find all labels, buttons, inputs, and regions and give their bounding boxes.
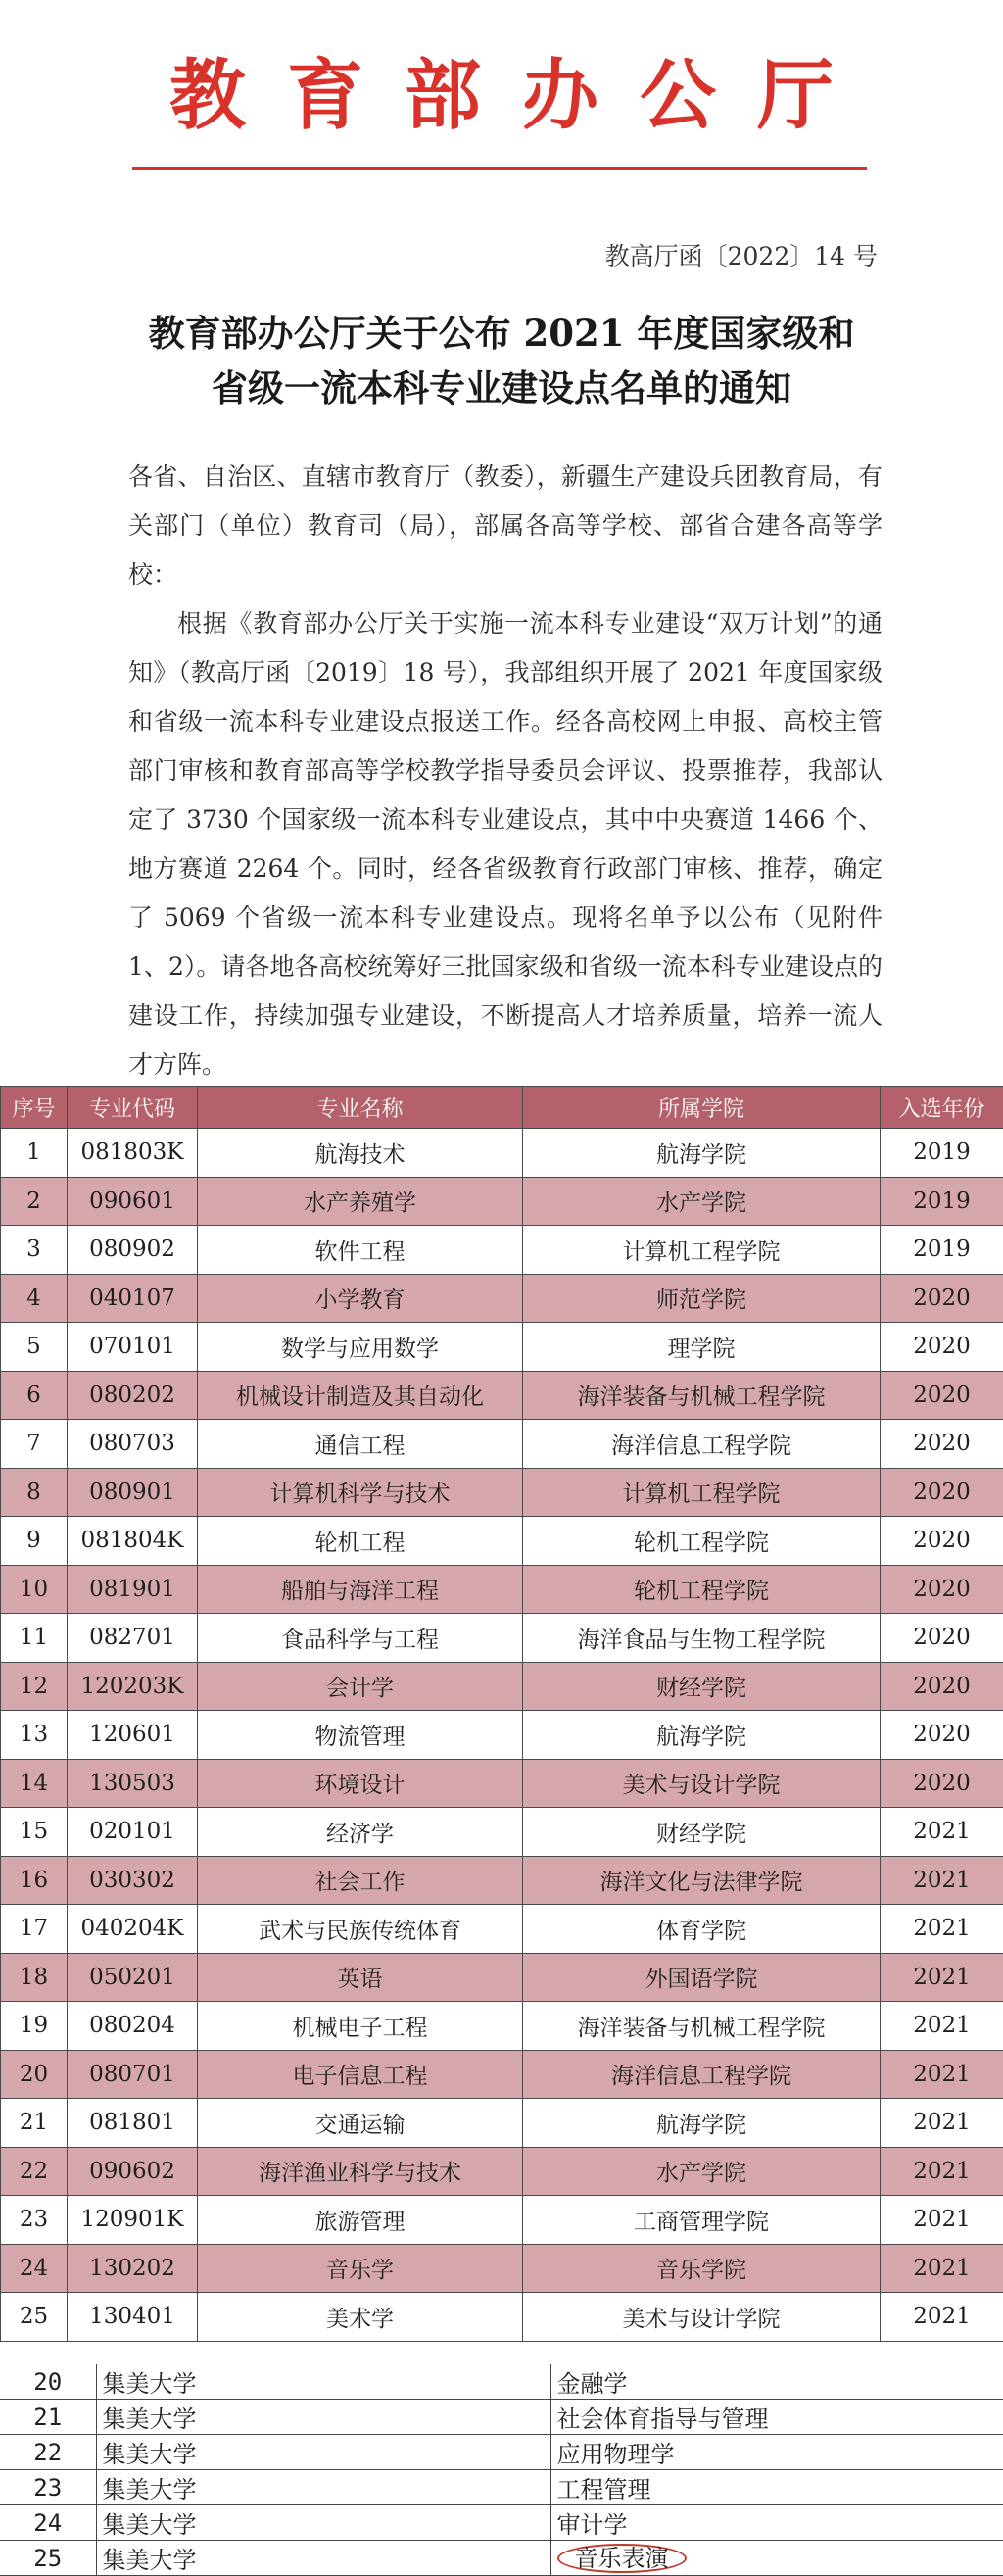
cell-code: 090602: [68, 2147, 198, 2196]
appendix-row: [0, 2470, 1003, 2505]
cell-year: 2021: [881, 1856, 1003, 1905]
cell-index: 12: [1, 1662, 68, 1711]
cell-index: 25: [1, 2293, 68, 2342]
major-list-table: [0, 1086, 1003, 2342]
cell-major: 音乐学: [198, 2244, 523, 2293]
table-row: [1, 1177, 1003, 1226]
appendix-major: 审计学: [550, 2505, 1003, 2541]
cell-college: 海洋装备与机械工程学院: [523, 2002, 881, 2051]
cell-code: 090601: [68, 1177, 198, 1226]
table-row: [1, 1468, 1003, 1517]
cell-year: 2020: [881, 1565, 1003, 1614]
cell-year: 2020: [881, 1274, 1003, 1323]
title-line-2: 省级一流本科专业建设点名单的通知: [0, 361, 1003, 415]
cell-major: 旅游管理: [198, 2196, 523, 2245]
cell-college: 计算机工程学院: [523, 1468, 881, 1517]
document-number: 教高厅函〔2022〕14 号: [605, 237, 878, 272]
cell-year: 2020: [881, 1420, 1003, 1469]
cell-year: 2021: [881, 2244, 1003, 2293]
cell-year: 2019: [881, 1226, 1003, 1275]
cell-major: 软件工程: [198, 1226, 523, 1275]
appendix-major: [550, 2541, 1003, 2576]
cell-college: 师范学院: [523, 1274, 881, 1323]
cell-index: 8: [1, 1468, 68, 1517]
cell-index: 22: [1, 2147, 68, 2196]
cell-code: 080204: [68, 2002, 198, 2051]
table-header-row: [1, 1087, 1003, 1129]
cell-index: 24: [1, 2244, 68, 2293]
cell-major: 机械电子工程: [198, 2002, 523, 2051]
cell-college: 理学院: [523, 1323, 881, 1372]
appendix-school: 集美大学: [96, 2435, 550, 2470]
cell-college: 海洋装备与机械工程学院: [523, 1371, 881, 1420]
cell-code: 081803K: [68, 1129, 198, 1178]
circled-major: 音乐表演: [557, 2544, 687, 2573]
cell-college: 音乐学院: [523, 2244, 881, 2293]
table-row: [1, 1905, 1003, 1954]
cell-code: 050201: [68, 1953, 198, 2002]
cell-major: 计算机科学与技术: [198, 1468, 523, 1517]
cell-major: 英语: [198, 1953, 523, 2002]
cell-year: 2021: [881, 2147, 1003, 2196]
cell-code: 080703: [68, 1420, 198, 1469]
appendix-index: 25: [0, 2541, 96, 2576]
cell-year: 2020: [881, 1468, 1003, 1517]
cell-college: 海洋食品与生物工程学院: [523, 1614, 881, 1663]
table-row: [1, 2099, 1003, 2148]
letterhead: [0, 0, 1003, 186]
cell-major: 数学与应用数学: [198, 1323, 523, 1372]
cell-index: 5: [1, 1323, 68, 1372]
cell-year: 2020: [881, 1759, 1003, 1808]
cell-code: 080901: [68, 1468, 198, 1517]
cell-major: 美术学: [198, 2293, 523, 2342]
cell-year: 2021: [881, 1905, 1003, 1954]
cell-major: 机械设计制造及其自动化: [198, 1371, 523, 1420]
cell-code: 120203K: [68, 1662, 198, 1711]
cell-college: 美术与设计学院: [523, 1759, 881, 1808]
cell-college: 水产学院: [523, 2147, 881, 2196]
table-row: [1, 2244, 1003, 2293]
cell-code: 080902: [68, 1226, 198, 1275]
appendix-index: 23: [0, 2470, 96, 2505]
table-row: [1, 1565, 1003, 1614]
cell-college: 财经学院: [523, 1808, 881, 1857]
cell-major: 环境设计: [198, 1759, 523, 1808]
table-row: [1, 1323, 1003, 1372]
table-row: [1, 1517, 1003, 1566]
cell-year: 2021: [881, 2002, 1003, 2051]
cell-index: 21: [1, 2099, 68, 2148]
table-row: [1, 2002, 1003, 2051]
cell-index: 19: [1, 2002, 68, 2051]
cell-major: 社会工作: [198, 1856, 523, 1905]
org-name: 教育部办公厅: [0, 47, 1003, 145]
table-row: [1, 2196, 1003, 2245]
cell-major: 武术与民族传统体育: [198, 1905, 523, 1954]
cell-college: 海洋文化与法律学院: [523, 1856, 881, 1905]
table-row: [1, 1226, 1003, 1275]
cell-year: 2019: [881, 1177, 1003, 1226]
cell-year: 2020: [881, 1323, 1003, 1372]
cell-college: 海洋信息工程学院: [523, 1420, 881, 1469]
appendix-table: [0, 2364, 1003, 2576]
cell-college: 水产学院: [523, 1177, 881, 1226]
cell-major: 轮机工程: [198, 1517, 523, 1566]
cell-code: 020101: [68, 1808, 198, 1857]
cell-college: 轮机工程学院: [523, 1517, 881, 1566]
cell-code: 040204K: [68, 1905, 198, 1954]
appendix-row: [0, 2541, 1003, 2576]
table-row: [1, 2293, 1003, 2342]
cell-college: 航海学院: [523, 1129, 881, 1178]
cell-year: 2020: [881, 1662, 1003, 1711]
cell-major: 小学教育: [198, 1274, 523, 1323]
header-college: 所属学院: [523, 1087, 881, 1129]
cell-index: 13: [1, 1711, 68, 1760]
document-title: [0, 306, 1003, 415]
title-line-1: 教育部办公厅关于公布 2021 年度国家级和: [0, 306, 1003, 361]
cell-college: 外国语学院: [523, 1953, 881, 2002]
table-row: [1, 1614, 1003, 1663]
cell-college: 轮机工程学院: [523, 1565, 881, 1614]
appendix-school: 集美大学: [96, 2505, 550, 2541]
cell-major: 食品科学与工程: [198, 1614, 523, 1663]
cell-major: 经济学: [198, 1808, 523, 1857]
cell-code: 081804K: [68, 1517, 198, 1566]
cell-college: 航海学院: [523, 2099, 881, 2148]
appendix-school: 集美大学: [96, 2541, 550, 2576]
cell-code: 080202: [68, 1371, 198, 1420]
cell-code: 130202: [68, 2244, 198, 2293]
cell-code: 082701: [68, 1614, 198, 1663]
cell-code: 080701: [68, 2050, 198, 2099]
table-row: [1, 1129, 1003, 1178]
cell-year: 2021: [881, 2293, 1003, 2342]
cell-index: 14: [1, 1759, 68, 1808]
cell-major: 船舶与海洋工程: [198, 1565, 523, 1614]
cell-index: 17: [1, 1905, 68, 1954]
appendix-major: 社会体育指导与管理: [550, 2400, 1003, 2435]
header-code: 专业代码: [68, 1087, 198, 1129]
appendix-index: 22: [0, 2435, 96, 2470]
cell-code: 081801: [68, 2099, 198, 2148]
cell-year: 2019: [881, 1129, 1003, 1178]
cell-major: 航海技术: [198, 1129, 523, 1178]
body-paragraph: 根据《教育部办公厅关于实施一流本科专业建设“双万计划”的通知》（教高厅函〔2019〕18 号），我部组织开展了 2021 年度国家级和省级一流本科专业建设点报送工作。经各高校网上申报、高校主管部门审核和教育部高等学校教学指导委员会评议、投票推荐，我部认定了 3730 个国家级一流本科专业建设点，其中中央赛道 1466 个、地方赛道 2264 个。同时，经各省级教育行政部门审核、推荐，确定了 5069 个省级一流本科专业建设点。现将名单予以公布（见附件 1、2）。请各地各高校统筹好三批国家级和省级一流本科专业建设点的建设工作，持续加强专业建设，不断提高人才培养质量，培养一流人才方阵。: [128, 600, 883, 1090]
table-body: [1, 1129, 1003, 2342]
cell-code: 130401: [68, 2293, 198, 2342]
cell-index: 11: [1, 1614, 68, 1663]
appendix-major: 工程管理: [550, 2470, 1003, 2505]
cell-index: 2: [1, 1177, 68, 1226]
table-row: [1, 1808, 1003, 1857]
cell-index: 16: [1, 1856, 68, 1905]
cell-college: 海洋信息工程学院: [523, 2050, 881, 2099]
table-row: [1, 1759, 1003, 1808]
cell-year: 2021: [881, 2099, 1003, 2148]
cell-college: 体育学院: [523, 1905, 881, 1954]
cell-code: 081901: [68, 1565, 198, 1614]
cell-code: 120901K: [68, 2196, 198, 2245]
letterhead-divider: [132, 167, 867, 170]
table-row: [1, 1274, 1003, 1323]
appendix-row: [0, 2400, 1003, 2435]
cell-major: 交通运输: [198, 2099, 523, 2148]
cell-college: 航海学院: [523, 1711, 881, 1760]
cell-index: 6: [1, 1371, 68, 1420]
header-year: 入选年份: [881, 1087, 1003, 1129]
table-row: [1, 1856, 1003, 1905]
cell-major: 会计学: [198, 1662, 523, 1711]
cell-year: 2020: [881, 1614, 1003, 1663]
cell-major: 海洋渔业科学与技术: [198, 2147, 523, 2196]
cell-index: 9: [1, 1517, 68, 1566]
appendix-row: [0, 2505, 1003, 2541]
appendix-body: [0, 2364, 1003, 2576]
cell-index: 10: [1, 1565, 68, 1614]
cell-code: 070101: [68, 1323, 198, 1372]
cell-college: 财经学院: [523, 1662, 881, 1711]
cell-major: 水产养殖学: [198, 1177, 523, 1226]
appendix-major: 应用物理学: [550, 2435, 1003, 2470]
cell-code: 030302: [68, 1856, 198, 1905]
appendix-index: 21: [0, 2400, 96, 2435]
table-row: [1, 1711, 1003, 1760]
cell-index: 3: [1, 1226, 68, 1275]
appendix-school: 集美大学: [96, 2400, 550, 2435]
cell-code: 120601: [68, 1711, 198, 1760]
cell-code: 040107: [68, 1274, 198, 1323]
cell-year: 2021: [881, 1808, 1003, 1857]
appendix-school: 集美大学: [96, 2364, 550, 2400]
table-row: [1, 1662, 1003, 1711]
cell-index: 18: [1, 1953, 68, 2002]
table-row: [1, 2147, 1003, 2196]
cell-year: 2021: [881, 2196, 1003, 2245]
cell-index: 23: [1, 2196, 68, 2245]
cell-index: 1: [1, 1129, 68, 1178]
cell-year: 2020: [881, 1517, 1003, 1566]
header-major: 专业名称: [198, 1087, 523, 1129]
cell-college: 工商管理学院: [523, 2196, 881, 2245]
cell-major: 电子信息工程: [198, 2050, 523, 2099]
header-index: 序号: [1, 1087, 68, 1129]
cell-year: 2021: [881, 2050, 1003, 2099]
cell-major: 物流管理: [198, 1711, 523, 1760]
table-row: [1, 1953, 1003, 2002]
table-row: [1, 1371, 1003, 1420]
document-body: [128, 453, 883, 1090]
appendix-school: 集美大学: [96, 2470, 550, 2505]
appendix-row: [0, 2364, 1003, 2400]
cell-college: 计算机工程学院: [523, 1226, 881, 1275]
cell-index: 20: [1, 2050, 68, 2099]
cell-index: 7: [1, 1420, 68, 1469]
salutation: 各省、自治区、直辖市教育厅（教委），新疆生产建设兵团教育局，有关部门（单位）教育司（局），部属各高等学校、部省合建各高等学校：: [128, 453, 883, 600]
appendix-row: [0, 2435, 1003, 2470]
cell-index: 15: [1, 1808, 68, 1857]
cell-year: 2020: [881, 1371, 1003, 1420]
cell-code: 130503: [68, 1759, 198, 1808]
cell-major: 通信工程: [198, 1420, 523, 1469]
cell-college: 美术与设计学院: [523, 2293, 881, 2342]
table-row: [1, 1420, 1003, 1469]
table-row: [1, 2050, 1003, 2099]
appendix-index: 24: [0, 2505, 96, 2541]
appendix-major: 金融学: [550, 2364, 1003, 2400]
cell-index: 4: [1, 1274, 68, 1323]
cell-year: 2020: [881, 1711, 1003, 1760]
appendix-index: 20: [0, 2364, 96, 2400]
cell-year: 2021: [881, 1953, 1003, 2002]
